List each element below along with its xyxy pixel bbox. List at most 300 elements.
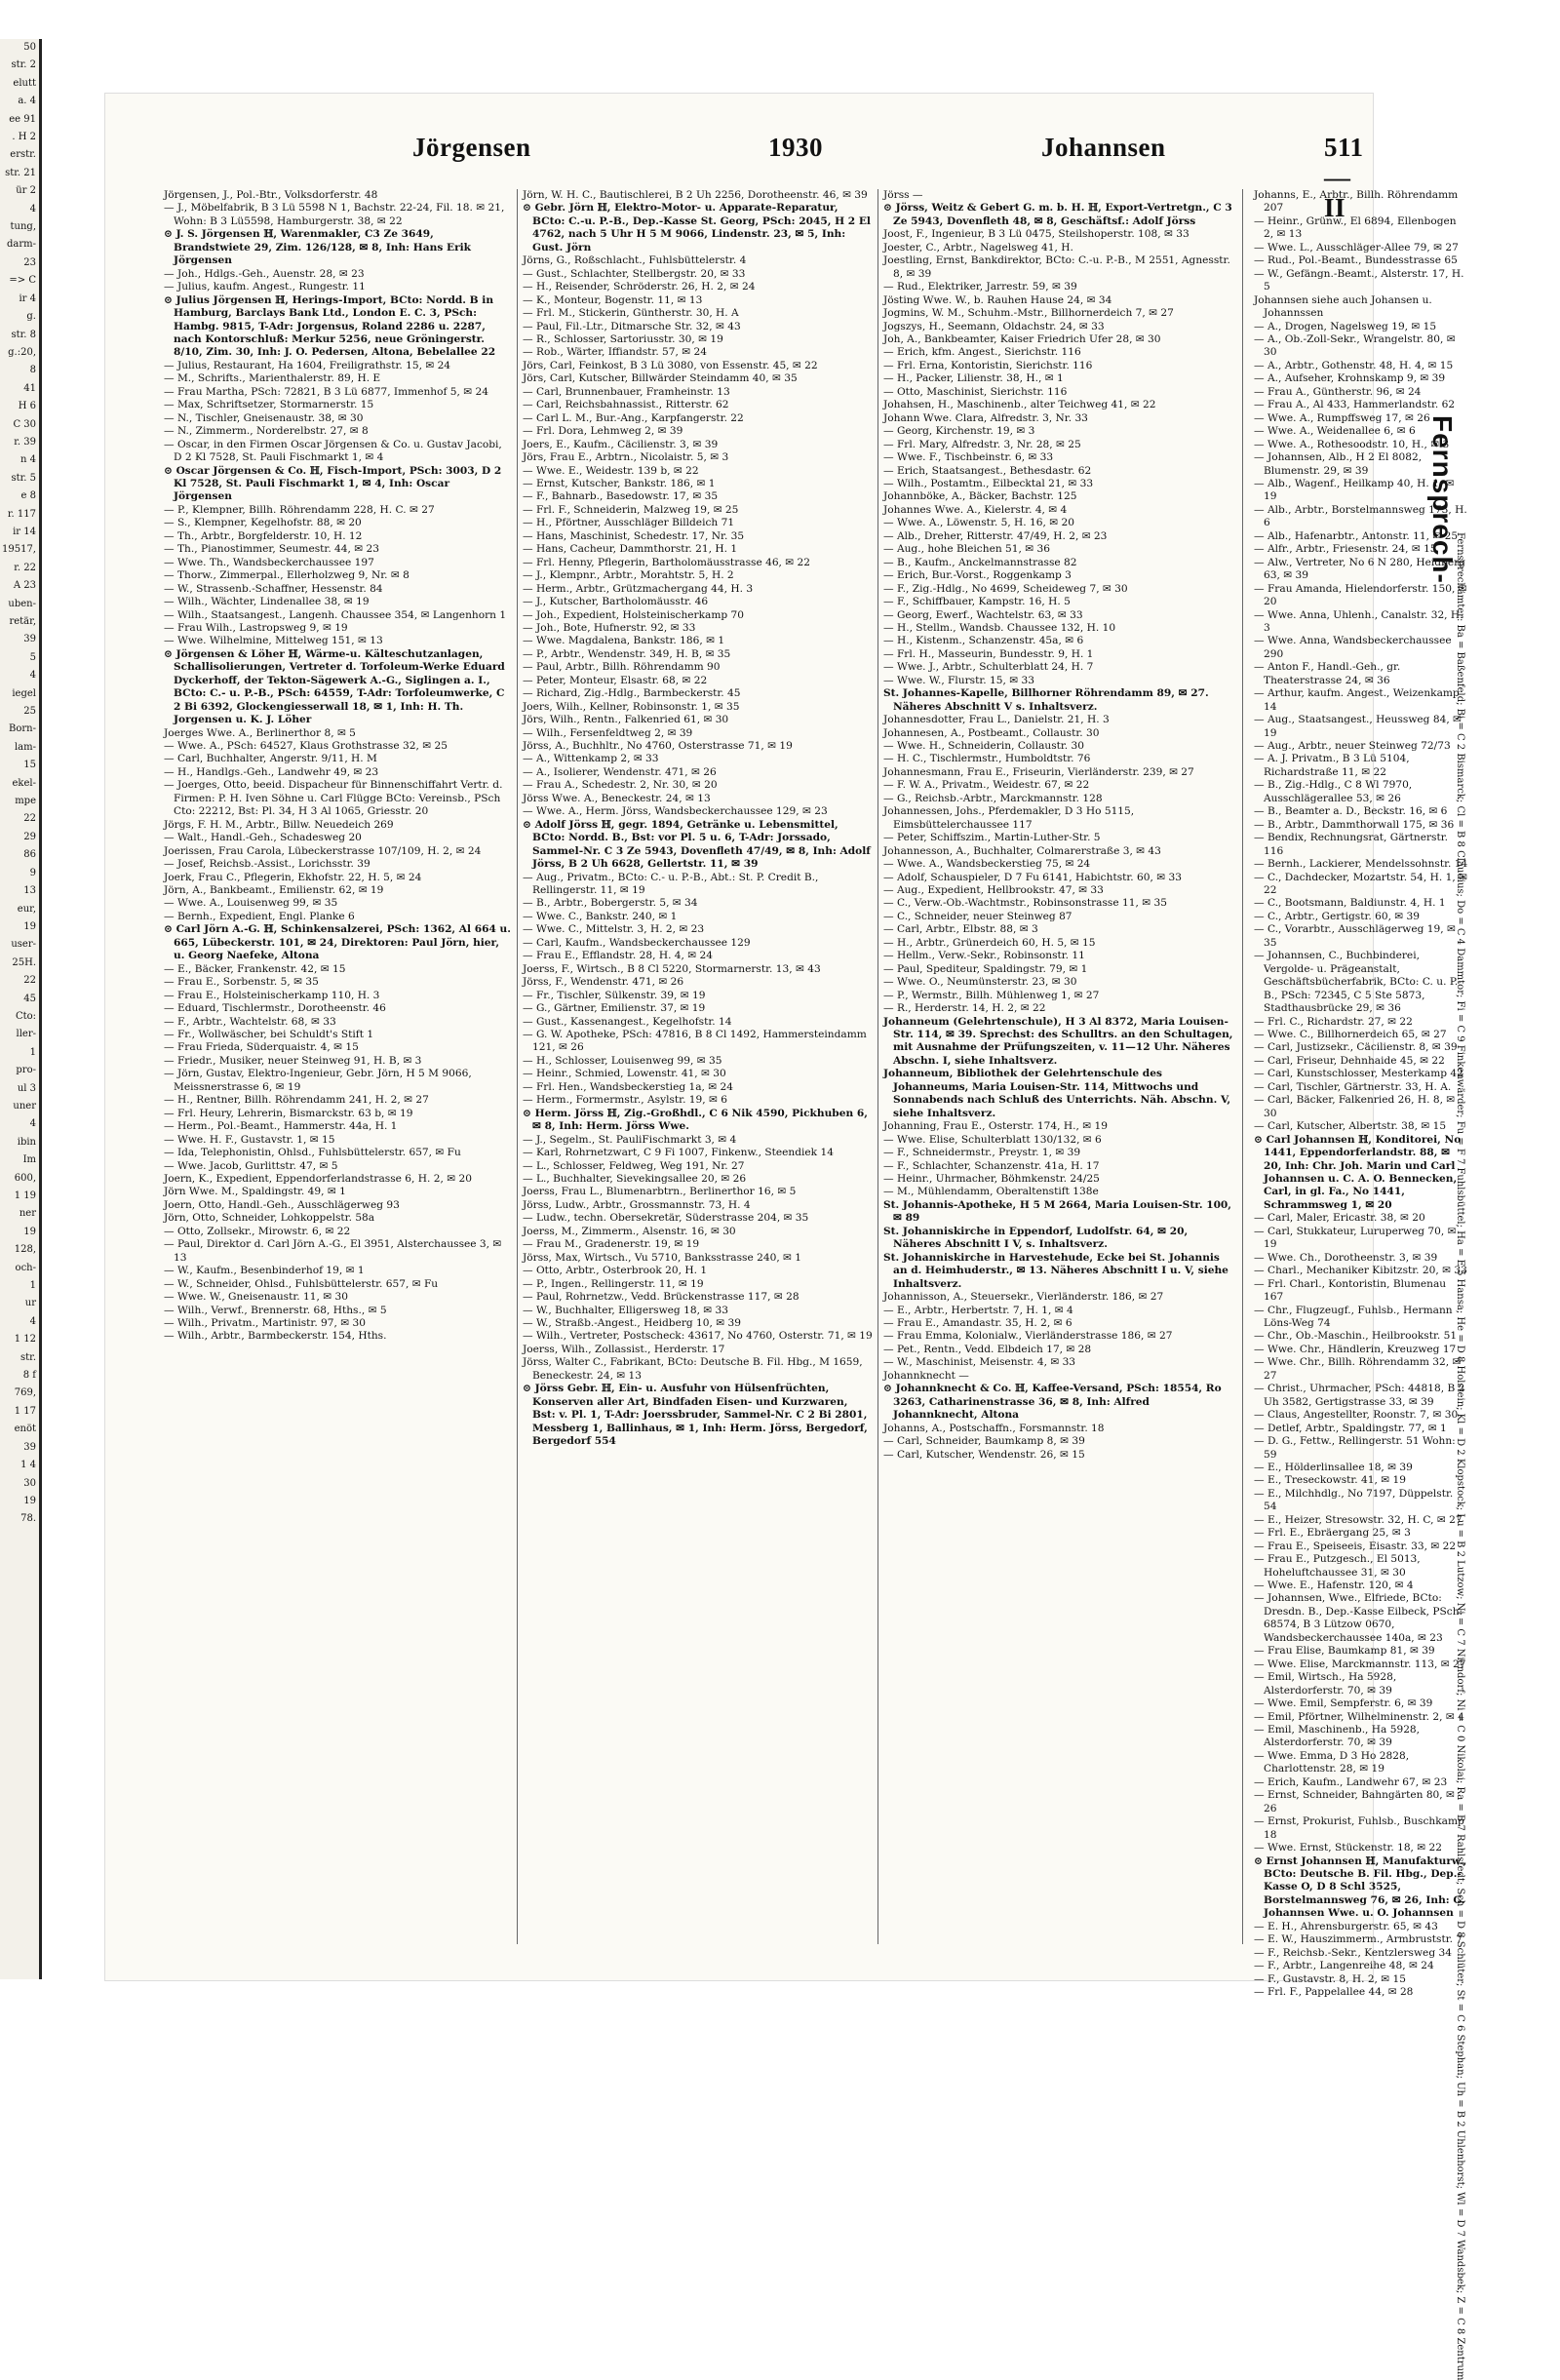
previous-page-fragment: 1 12 — [14, 1334, 36, 1346]
directory-entry: Jogmins, W. M., Schuhm.-Mstr., Billhornerdeich 7, ✉ 27 — [883, 307, 1174, 320]
directory-entry: — Ernst, Schneider, Bahngärten 80, ✉ 26 — [1254, 1789, 1455, 1814]
directory-entry: — F., Arbtr., Wachtelstr. 68, ✉ 33 — [164, 1015, 336, 1028]
directory-entry: — Frl. Dora, Lehmweg 2, ✉ 39 — [523, 425, 683, 438]
previous-page-fragment: eur, — [17, 903, 36, 915]
directory-entry: — Frau M., Gradenerstr. 19, ✉ 19 — [523, 1238, 700, 1251]
directory-entry: St. Johanniskirche in Harvestehude, Ecke bei St. Johannis an d. Heimhuderstr., ✉ 13. Näheres Abschnitt I u. V, siehe Inhaltsverz. — [883, 1251, 1228, 1290]
page-number: 511—II — [1324, 133, 1364, 222]
side-label — [1426, 415, 1465, 2380]
directory-entry: — H., Arbtr., Grünerdeich 60, H. 5, ✉ 15 — [883, 936, 1096, 949]
directory-entry: Joern, Otto, Handl.-Geh., Ausschlägerweg 93 — [164, 1198, 400, 1211]
directory-entry: — Karl, Rohrnetzwart, C 9 Fi 1007, Finkenw., Steendiek 14 — [523, 1147, 834, 1159]
directory-entry: — M., Schrifts., Marienthalerstr. 89, H. E — [164, 372, 381, 385]
directory-entry: — Otto, Arbtr., Osterbrook 20, H. 1 — [523, 1265, 708, 1277]
directory-entry: Johannes Wwe. A., Kielerstr. 4, ✉ 4 — [883, 503, 1068, 516]
previous-page-fragment: ibin — [17, 1136, 36, 1148]
directory-entry: — Frau E., Putzgesch., El 5013, Hoheluftchaussee 31, ✉ 30 — [1254, 1553, 1421, 1579]
directory-entry: — Frau Wilh., Lastropsweg 9, ✉ 19 — [164, 621, 348, 634]
directory-entry: — Wwe. E., Weidestr. 139 b, ✉ 22 — [523, 464, 699, 477]
directory-entry: — Wwe. A., Louisenweg 99, ✉ 35 — [164, 897, 338, 910]
directory-entry: — C., Verw.-Ob.-Wachtmstr., Robinsonstrasse 11, ✉ 35 — [883, 897, 1167, 910]
directory-entry: — H. C., Tischlermstr., Humboldtstr. 76 — [883, 753, 1091, 765]
directory-entry: Jörss, Max, Wirtsch., Vu 5710, Banksstrasse 240, ✉ 1 — [523, 1251, 802, 1264]
directory-entry: — Wwe. O., Neumünsterstr. 23, ✉ 30 — [883, 976, 1077, 989]
directory-entry: — G., Gärtner, Emilienstr. 37, ✉ 19 — [523, 1002, 706, 1015]
directory-entry: — Frau E., Amandastr. 35, H. 2, ✉ 6 — [883, 1316, 1072, 1329]
directory-entry: — Frau A., Al 433, Hammerlandstr. 62 — [1254, 399, 1456, 411]
directory-entry: — Alb., Hafenarbtr., Antonstr. 11, ✉ 25 — [1254, 529, 1459, 542]
directory-entry: — J., Klempnr., Arbtr., Morahtstr. 5, H. 2 — [523, 569, 734, 582]
directory-entry: — Wilh., Staatsangest., Langenh. Chaussee 354, ✉ Langenhorn 1 — [164, 608, 507, 621]
previous-page-fragment: Cto: — [15, 1010, 36, 1022]
previous-page-fragment: 1 19 — [14, 1190, 36, 1201]
directory-entry: Joerissen, Frau Carola, Lübeckerstrasse 107/109, H. 2, ✉ 24 — [164, 844, 482, 857]
directory-entry: — Wwe. Jacob, Gurlittstr. 47, ✉ 5 — [164, 1159, 338, 1172]
directory-entry: — Carl, Buchhalter, Angerstr. 9/11, H. M — [164, 753, 377, 765]
directory-entry: — Joh., Bote, Hufnerstr. 92, ✉ 33 — [523, 621, 696, 634]
directory-entry: — Wwe. Magdalena, Bankstr. 186, ✉ 1 — [523, 635, 725, 647]
directory-entry: Jörgensen, J., Pol.-Btr., Volksdorferstr. 48 — [164, 189, 378, 201]
previous-page-fragment: ller- — [16, 1029, 36, 1040]
previous-page-fragment: 78. — [20, 1513, 36, 1525]
previous-page-fragment: Im — [22, 1154, 36, 1166]
directory-entry: ⊙ Carl Johannsen ℍ, Konditorei, No 1441, Eppendorferlandstr. 88, ✉ 20, Inh: Chr. Joh. Marin und Carl Johannsen u. C. A. O. Bennecken, Carl, in gl. Fa., No 1441, Schrammsweg 1, ✉ 20 — [1254, 1133, 1462, 1211]
previous-page-fragment: => C — [9, 275, 36, 287]
directory-entry: — Wwe. Ernst, Stückenstr. 18, ✉ 22 — [1254, 1842, 1443, 1854]
directory-entry: — Hellm., Verw.-Sekr., Robinsonstr. 11 — [883, 950, 1085, 962]
directory-entry: — Wwe. F., Tischbeinstr. 6, ✉ 33 — [883, 451, 1054, 464]
directory-entry: — C., Arbtr., Gertigstr. 60, ✉ 39 — [1254, 910, 1421, 922]
previous-page-fragment: n 4 — [20, 454, 36, 466]
previous-page-fragment: 45 — [23, 993, 36, 1004]
directory-entry: — Frau Emma, Kolonialw., Vierländerstrasse 186, ✉ 27 — [883, 1330, 1173, 1343]
previous-page-fragment: darm- — [6, 239, 36, 251]
directory-entry: — Erich, Staatsangest., Bethesdastr. 62 — [883, 464, 1092, 477]
directory-entry: — C., Schneider, neuer Steinweg 87 — [883, 910, 1072, 922]
directory-entry: — A., Isolierer, Wendenstr. 471, ✉ 26 — [523, 765, 717, 778]
directory-entry: — Thorw., Zimmerpal., Ellerholzweg 9, Nr. ✉ 8 — [164, 569, 410, 582]
previous-page-fragment: ur — [24, 1298, 36, 1309]
previous-page-fragment: 5 — [29, 651, 36, 663]
directory-entry: — Wwe. H., Schneiderin, Collaustr. 30 — [883, 740, 1085, 753]
directory-entry: — H., Rentner, Billh. Röhrendamm 241, H. 2, ✉ 27 — [164, 1094, 429, 1107]
directory-entry: — L., Schlosser, Feldweg, Weg 191, Nr. 27 — [523, 1159, 745, 1172]
directory-entry: — F., Reichsb.-Sekr., Kentzlersweg 34 — [1254, 1946, 1452, 1959]
directory-entry: — Th., Pianostimmer, Seumestr. 44, ✉ 23 — [164, 543, 379, 556]
directory-entry: — Carl, Brunnenbauer, Framheinstr. 13 — [523, 385, 730, 398]
directory-entry: — Fr., Tischler, Sülkenstr. 39, ✉ 19 — [523, 989, 706, 1001]
directory-entry: — Arthur, kaufm. Angest., Weizenkamp 14 — [1254, 687, 1460, 713]
directory-entry: — K., Monteur, Bogenstr. 11, ✉ 13 — [523, 293, 703, 306]
previous-page-fragment: H 6 — [18, 401, 36, 412]
previous-page-fragment: erstr. — [10, 149, 36, 161]
previous-page-fragment: 25H. — [12, 956, 36, 968]
directory-entry: Jörgs, F. H. M., Arbtr., Billw. Neuedeich 269 — [164, 818, 394, 831]
directory-entry: — Wwe. A., Rothesoodstr. 10, H., ✉ 3 — [1254, 438, 1450, 450]
previous-page-fragment: 19 — [23, 920, 36, 932]
directory-entry: ⊙ Carl Jörn A.-G. ℍ, Schinkensalzerei, PSch: 1362, Al 664 u. 665, Lübeckerstr. 101, ✉ 24, Direktoren: Paul Jörn, hier, u. Georg Naefeke, Altona — [164, 923, 511, 962]
directory-entry: — B., Arbtr., Dammthorwall 175, ✉ 36 — [1254, 818, 1455, 831]
directory-entry: Jörss, F., Wendenstr. 471, ✉ 26 — [523, 976, 684, 989]
directory-entry: — Wilh., Fersenfeldtweg 2, ✉ 39 — [523, 726, 693, 739]
directory-entry: — Wwe. C., Mittelstr. 3, H. 2, ✉ 23 — [523, 923, 705, 936]
directory-entry: — B., Kaufm., Anckelmannstrasse 82 — [883, 556, 1077, 568]
directory-entry: — Ernst, Prokurist, Fuhlsb., Buschkamp 18 — [1254, 1815, 1464, 1841]
directory-entry: — Frl. Mary, Alfredstr. 3, Nr. 28, ✉ 25 — [883, 438, 1081, 450]
directory-entry: — Frau A., Schedestr. 2, Nr. 30, ✉ 20 — [523, 779, 718, 792]
directory-entry: — Aug., hohe Bleichen 51, ✉ 36 — [883, 543, 1050, 556]
directory-entry: — Wwe. A., Wandsbeckerstieg 75, ✉ 24 — [883, 858, 1091, 871]
directory-entry: — A., Ob.-Zoll-Sekr., Wrangelstr. 80, ✉ 30 — [1254, 332, 1456, 359]
directory-entry: — Aug., Privatm., BCto: C.- u. P.-B., Abt.: St. P. Credit B., Rellingerstr. 11, ✉ 19 — [523, 871, 819, 897]
previous-page-fragment: 769, — [14, 1387, 36, 1399]
directory-entry: — Ida, Telephonistin, Ohlsd., Fuhlsbüttelerstr. 657, ✉ Fu — [164, 1147, 461, 1159]
directory-entry: — E. W., Hauszimmerm., Armbruststr. 7 — [1254, 1933, 1463, 1946]
directory-entry: Johahsen, H., Maschinenb., alter Teichweg 41, ✉ 22 — [883, 399, 1156, 411]
directory-entry: — Wilh., Postamtm., Eilbecktal 21, ✉ 33 — [883, 477, 1094, 489]
directory-entry: Joestling, Ernst, Bankdirektor, BCto: C.-u. P.-B., M 2551, Agnesstr. 8, ✉ 39 — [883, 254, 1230, 280]
directory-entry: — H., Schlosser, Louisenweg 99, ✉ 35 — [523, 1054, 722, 1067]
previous-page-fragment: 600, — [14, 1172, 36, 1184]
previous-page-fragment: mpe — [15, 796, 36, 807]
directory-entry: — Otto, Maschinist, Sierichstr. 116 — [883, 385, 1068, 398]
directory-entry: Johann Wwe. Clara, Alfredstr. 3, Nr. 33 — [883, 411, 1088, 424]
directory-entry: Johannböke, A., Bäcker, Bachstr. 125 — [883, 490, 1077, 503]
directory-entry: — Erich, kfm. Angest., Sierichstr. 116 — [883, 346, 1081, 359]
directory-entry: — Joh., Expedient, Holsteinischerkamp 70 — [523, 608, 745, 621]
directory-entry: — Aug., Staatsangest., Heussweg 84, ✉ 19 — [1254, 714, 1462, 739]
previous-page-fragment: A 23 — [13, 580, 36, 592]
header-year: 1930 — [768, 133, 823, 162]
directory-entry: — Frau E., Holsteinischerkamp 110, H. 3 — [164, 989, 380, 1001]
previous-page-fragment: 29 — [23, 831, 36, 842]
directory-entry: Johanneum, Bibliothek der Gelehrtenschule des Johanneums, Maria Louisen-Str. 114, Mittwochs und Sonnabends nach Schluß des Unterrichts. Näh. Abschn. V, siehe Inhaltsverz. — [883, 1068, 1231, 1119]
directory-entry: — Adolf, Schauspieler, D 7 Fu 6141, Habichtstr. 60, ✉ 33 — [883, 871, 1182, 883]
directory-entry: — Aug., Expedient, Hellbrookstr. 47, ✉ 33 — [883, 884, 1104, 897]
previous-page-fragment: g.:20, — [8, 346, 36, 358]
directory-entry: — W., Buchhalter, Elligersweg 18, ✉ 33 — [523, 1304, 729, 1316]
previous-page-fragment: enöt — [14, 1424, 36, 1435]
directory-entry: Johannesen, A., Postbeamt., Collaustr. 30 — [883, 726, 1100, 739]
directory-entry: — Julius, Restaurant, Ha 1604, Freiligrathstr. 15, ✉ 24 — [164, 359, 451, 371]
directory-column-1 — [164, 189, 511, 1983]
directory-entry: Jörs, Wilh., Rentn., Falkenried 61, ✉ 30 — [523, 714, 729, 726]
directory-entry: Joern, K., Expedient, Eppendorferlandstrasse 6, H. 2, ✉ 20 — [164, 1172, 472, 1185]
directory-entry: — Christ., Uhrmacher, PSch: 44818, B 2 Uh 3582, Gertigstrasse 33, ✉ 39 — [1254, 1383, 1465, 1408]
directory-entry: Johanns, A., Postschaffn., Forsmannstr. 18 — [883, 1422, 1105, 1434]
directory-entry: — Th., Arbtr., Borgfelderstr. 10, H. 12 — [164, 529, 363, 542]
previous-page-fragment: och- — [15, 1262, 36, 1273]
directory-entry: ⊙ Herm. Jörss ℍ, Zig.-Großhdl., C 6 Nik 4590, Pickhuben 6, ✉ 8, Inh: Herm. Jörss Wwe. — [523, 1107, 868, 1133]
directory-entry: Joost, F., Ingenieur, B 3 Lü 0475, Steilshoperstr. 108, ✉ 33 — [883, 228, 1190, 241]
previous-page-fragment: ir 14 — [13, 526, 36, 537]
directory-entry: — F. W. A., Privatm., Weidestr. 67, ✉ 22 — [883, 779, 1090, 792]
directory-entry: Jörn, W. H. C., Bautischlerei, B 2 Uh 2256, Dorotheenstr. 46, ✉ 39 — [523, 189, 868, 201]
directory-entry: — A. J. Privatm., B 3 Lü 5104, Richardstraße 11, ✉ 22 — [1254, 753, 1410, 778]
directory-entry: Jörss, A., Buchhltr., No 4760, Osterstrasse 71, ✉ 19 — [523, 740, 793, 753]
directory-entry: — C., Vorarbtr., Ausschlägerweg 19, ✉ 35 — [1254, 923, 1456, 949]
directory-entry: Johannesmann, Frau E., Friseurin, Vierländerstr. 239, ✉ 27 — [883, 765, 1194, 778]
previous-page-fragment: 1 17 — [14, 1405, 36, 1417]
directory-entry: — Frl. Charl., Kontoristin, Blumenau 167 — [1254, 1277, 1447, 1304]
previous-page-fragment: g. — [26, 311, 36, 323]
directory-entry: — B., Arbtr., Bobergerstr. 5, ✉ 34 — [523, 897, 698, 910]
previous-page-fragment: lam- — [14, 741, 36, 753]
previous-page-fragment: 19517, — [2, 544, 36, 556]
directory-entry: Johanneum (Gelehrtenschule), H 3 Al 8372, Maria Louisen-Str. 114, ✉ 39. Sprechst: des Schulltrs. an den Schultagen, mit Ausnahme der Prüfungszeiten, v. 11—12 Uhr. Näheres Abschn. I, siehe Inhaltsverz. — [883, 1015, 1233, 1067]
directory-entry: — Frau E., Speiseeis, Eisastr. 33, ✉ 22 — [1254, 1540, 1457, 1552]
directory-entry: — Erich, Bur.-Vorst., Roggenkamp 3 — [883, 569, 1072, 582]
directory-entry: — Paul, Spediteur, Spaldingstr. 79, ✉ 1 — [883, 962, 1088, 975]
directory-entry: — Paul, Fil.-Ltr., Ditmarsche Str. 32, ✉ 43 — [523, 320, 741, 332]
directory-entry: — H., Reisender, Schröderstr. 26, H. 2, ✉ 24 — [523, 281, 756, 293]
directory-entry: Joerss, Frau L., Blumenarbtrn., Berlinerthor 16, ✉ 5 — [523, 1186, 797, 1198]
directory-entry: — Wwe. H. F., Gustavstr. 1, ✉ 15 — [164, 1133, 335, 1146]
directory-entry: — Rud., Elektriker, Jarrestr. 59, ✉ 39 — [883, 281, 1077, 293]
directory-entry: — Charl., Mechaniker Kibitzstr. 20, ✉ 33 — [1254, 1265, 1467, 1277]
previous-page-fragment: 4 — [29, 203, 36, 215]
directory-entry: Joers, Wilh., Kellner, Robinsonstr. 1, ✉ 35 — [523, 700, 740, 713]
previous-page-fragment: str. 8 — [11, 329, 36, 340]
directory-entry: — P., Ingen., Rellingerstr. 11, ✉ 19 — [523, 1277, 704, 1290]
directory-entry: — Wilh., Privatm., Martinistr. 97, ✉ 30 — [164, 1316, 367, 1329]
directory-entry: — R., Herderstr. 14, H. 2, ✉ 22 — [883, 1002, 1046, 1015]
directory-entry: — Wwe. E., Hafenstr. 120, ✉ 4 — [1254, 1580, 1414, 1592]
directory-entry: — Bernh., Expedient, Engl. Planke 6 — [164, 910, 355, 922]
directory-entry: — Wwe. Emma, D 3 Ho 2828, Charlottenstr. 28, ✉ 19 — [1254, 1749, 1410, 1775]
previous-page-fragment: 4 — [29, 670, 36, 682]
directory-entry: Johanns, E., Arbtr., Billh. Röhrendamm 207 — [1254, 189, 1459, 215]
directory-entry: — Johannsen, Wwe., Elfriede, BCto: Dresdn. B., Dep.-Kasse Eilbeck, PSch: 68574, B 3 Lützow 0670, Wandsbeckerchaussee 140a, ✉ 23 — [1254, 1592, 1463, 1644]
directory-entry: — Herm., Arbtr., Grützmachergang 44, H. 3 — [523, 582, 754, 595]
previous-page-fragment: 4 — [29, 1315, 36, 1327]
directory-entry: — Frau Amanda, Hielendorferstr. 150, ✉ 20 — [1254, 582, 1467, 608]
directory-entry: — Claus, Angestellter, Roonstr. 7, ✉ 30 — [1254, 1409, 1459, 1422]
directory-entry: Johanning, Frau E., Osterstr. 174, H., ✉ 19 — [883, 1120, 1108, 1133]
directory-entry: — Carl, Friseur, Dehnhaide 45, ✉ 22 — [1254, 1054, 1445, 1067]
directory-entry: — Aug., Arbtr., neuer Steinweg 72/73 — [1254, 740, 1451, 753]
directory-entry: — Max, Schriftsetzer, Stormarnerstr. 15 — [164, 399, 374, 411]
directory-entry: — Frl. Heury, Lehrerin, Bismarckstr. 63 b, ✉ 19 — [164, 1107, 413, 1119]
directory-entry: Johannesdotter, Frau L., Danielstr. 21, H. 3 — [883, 714, 1110, 726]
directory-entry: Jörss Wwe. A., Beneckestr. 24, ✉ 13 — [523, 792, 711, 804]
directory-entry: — Wwe. Emil, Sempferstr. 6, ✉ 39 — [1254, 1697, 1433, 1710]
directory-entry: — R., Schlosser, Sartoriusstr. 30, ✉ 19 — [523, 332, 723, 345]
directory-entry: — Wwe. Th., Wandsbeckerchaussee 197 — [164, 556, 374, 568]
directory-entry: — H., Pförtner, Ausschläger Billdeich 71 — [523, 517, 735, 529]
directory-entry: — Alw., Vertreter, No 6 N 280, Heidberg 63, ✉ 39 — [1254, 556, 1465, 582]
directory-entry: — H., Handlgs.-Geh., Landwehr 49, ✉ 23 — [164, 765, 379, 778]
directory-entry: — E., Milchhdlg., No 7197, Düppelstr. 54 — [1254, 1487, 1454, 1513]
directory-entry: — Wwe. C., Billhornerdeich 65, ✉ 27 — [1254, 1029, 1447, 1040]
directory-entry: — Wilh., Wächter, Lindenallee 38, ✉ 19 — [164, 596, 370, 608]
directory-entry: St. Johannes-Kapelle, Billhorner Röhrendamm 89, ✉ 27. Näheres Abschnitt V s. Inhaltsverz. — [883, 687, 1209, 713]
directory-entry: Joh, A., Bankbeamter, Kaiser Friedrich Ufer 28, ✉ 30 — [883, 332, 1161, 345]
directory-entry: Joester, C., Arbtr., Nagelsweg 41, H. — [883, 241, 1073, 254]
directory-entry: Johannsen siehe auch Johansen u. Johannssen — [1254, 293, 1432, 320]
directory-entry: — Alb., Dreher, Ritterstr. 47/49, H. 2, ✉ 23 — [883, 529, 1108, 542]
directory-entry: — E., Bäcker, Frankenstr. 42, ✉ 15 — [164, 962, 346, 975]
directory-entry: — Hans, Cacheur, Dammthorstr. 21, H. 1 — [523, 543, 738, 556]
directory-entry: — Wwe. A., Herm. Jörss, Wandsbeckerchaussee 129, ✉ 23 — [523, 805, 828, 818]
header-left-word: Jörgensen — [412, 133, 531, 162]
directory-entry: ⊙ Jörss, Weitz & Gebert G. m. b. H. ℍ, Export-Vertretgn., C 3 Ze 5943, Dovenfleth 48, ✉ 8, Geschäftsf.: Adolf Jörss — [883, 202, 1232, 227]
directory-entry: — C., Bootsmann, Baldiunstr. 4, H. 1 — [1254, 897, 1446, 910]
directory-entry: — Frau E., Efflandstr. 28, H. 4, ✉ 24 — [523, 950, 714, 962]
directory-entry: — Frau Martha, PSch: 72821, B 3 Lü 6877, Immenhof 5, ✉ 24 — [164, 385, 488, 398]
directory-entry: — Wwe. L., Ausschläger-Allee 79, ✉ 27 — [1254, 241, 1459, 254]
directory-entry: — Frl. M., Stickerin, Güntherstr. 30, H. A — [523, 307, 739, 320]
directory-entry: — Eduard, Tischlermstr., Dorotheenstr. 46 — [164, 1002, 386, 1015]
directory-entry: Jösting Wwe. W., b. Rauhen Hause 24, ✉ 34 — [883, 293, 1112, 306]
directory-entry: Johannisson, A., Steuersekr., Vierländerstr. 186, ✉ 27 — [883, 1291, 1164, 1304]
directory-entry: — Frau A., Güntherstr. 96, ✉ 24 — [1254, 385, 1422, 398]
directory-entry: Joerss, F., Wirtsch., B 8 Cl 5220, Stormarnerstr. 13, ✉ 43 — [523, 962, 821, 975]
directory-entry: — Carl, Bäcker, Falkenried 26, H. 8, ✉ 30 — [1254, 1094, 1456, 1119]
directory-entry: — Frau E., Sorbenstr. 5, ✉ 35 — [164, 976, 319, 989]
directory-entry: Jörs, Carl, Kutscher, Billwärder Steindamm 40, ✉ 35 — [523, 372, 798, 385]
previous-page-fragment: str. — [20, 1351, 36, 1363]
directory-entry: — Emil, Maschinenb., Ha 5928, Alsterdorferstr. 70, ✉ 39 — [1254, 1724, 1421, 1749]
directory-entry: — Herm., Pol.-Beamt., Hammerstr. 44a, H. 1 — [164, 1120, 398, 1133]
directory-entry: — Herm., Formermstr., Asylstr. 19, ✉ 6 — [523, 1094, 728, 1107]
directory-entry: — Erich, Kaufm., Landwehr 67, ✉ 23 — [1254, 1775, 1448, 1788]
previous-page-fragment: 8 f — [22, 1370, 36, 1382]
directory-entry: — Emil, Pförtner, Wilhelminenstr. 2, ✉ 4 — [1254, 1710, 1464, 1723]
directory-entry: — Wwe. A., Löwenstr. 5, H. 16, ✉ 20 — [883, 517, 1074, 529]
previous-page-fragment: 39 — [23, 634, 36, 645]
directory-entry: — Carl, Tischler, Gärtnerstr. 33, H. A. — [1254, 1080, 1452, 1093]
previous-page-fragment: pro- — [16, 1065, 36, 1076]
directory-entry: — Josef, Reichsb.-Assist., Lorichsstr. 39 — [164, 858, 370, 871]
directory-entry: — Bernh., Lackierer, Mendelssohnstr. 14 — [1254, 858, 1468, 871]
directory-entry: — Carl, Schneider, Baumkamp 8, ✉ 39 — [883, 1435, 1085, 1448]
directory-entry: — Chr., Ob.-Maschin., Heilbrookstr. 51 — [1254, 1330, 1458, 1343]
directory-entry: — Carl L. M., Bur.-Ang., Karpfangerstr. 22 — [523, 411, 744, 424]
directory-entry: — Paul, Rohrnetzw., Vedd. Brückenstrasse 117, ✉ 28 — [523, 1291, 800, 1304]
directory-entry: Jogszys, H., Seemann, Oldachstr. 24, ✉ 33 — [883, 320, 1105, 332]
directory-entry: ⊙ J. S. Jörgensen ℍ, Warenmakler, C3 Ze 3649, Brandstwiete 29, Zim. 126/128, ✉ 8, Inh: Hans Erik Jörgensen — [164, 228, 472, 267]
directory-entry: — F., Bahnarb., Basedowstr. 17, ✉ 35 — [523, 490, 719, 503]
directory-entry: — Julius, kaufm. Angest., Rungestr. 11 — [164, 281, 366, 293]
directory-entry: — Frau Frieda, Süderquaistr. 4, ✉ 15 — [164, 1041, 359, 1054]
directory-entry: — Wwe. Chr., Billh. Röhrendamm 32, ✉ 27 — [1254, 1356, 1462, 1382]
previous-page-fragment: 86 — [23, 849, 36, 861]
directory-entry: — W., Gefängn.-Beamt., Alsterstr. 17, H. 5 — [1254, 267, 1464, 293]
directory-entry: — Peter, Schiffszim., Martin-Luther-Str. 5 — [883, 832, 1101, 844]
directory-entry: — Detlef, Arbtr., Spaldingstr. 77, ✉ 1 — [1254, 1422, 1447, 1434]
directory-entry: — Jörn, Gustav, Elektro-Ingenieur, Gebr. Jörn, H 5 M 9066, Meissnerstrasse 6, ✉ 19 — [164, 1068, 472, 1093]
directory-entry: — Frl. Erna, Kontoristin, Sierichstr. 116 — [883, 359, 1093, 371]
directory-entry: — F., Zig.-Hdlg., No 4699, Scheideweg 7, ✉ 30 — [883, 582, 1128, 595]
directory-entry: Jörn, A., Bankbeamt., Emilienstr. 62, ✉ 19 — [164, 884, 384, 897]
previous-page-edge — [0, 39, 42, 1979]
directory-entry: — A., Wittenkamp 2, ✉ 33 — [523, 753, 659, 765]
directory-entry: — L., Buchhalter, Sievekingsallee 20, ✉ 26 — [523, 1172, 747, 1185]
directory-entry: — F., Schlachter, Schanzenstr. 41a, H. 17 — [883, 1159, 1100, 1172]
directory-entry: — Pet., Rentn., Vedd. Elbdeich 17, ✉ 28 — [883, 1343, 1092, 1355]
directory-entry: St. Johanniskirche in Eppendorf, Ludolfstr. 64, ✉ 20, Näheres Abschnitt I V, s. Inhaltsverz. — [883, 1225, 1189, 1251]
directory-entry: — Rud., Pol.-Beamt., Bundesstrasse 65 — [1254, 254, 1458, 267]
directory-entry: — Carl, Stukkateur, Luruperweg 70, ✉ 19 — [1254, 1225, 1457, 1251]
directory-entry: — E., Treseckowstr. 41, ✉ 19 — [1254, 1474, 1406, 1487]
previous-page-fragment: 50 — [23, 42, 36, 53]
directory-entry: — Wwe. Chr., Händlerin, Kreuzweg 17 — [1254, 1343, 1457, 1355]
directory-entry: — Frl. F., Schneiderin, Malzweg 19, ✉ 25 — [523, 503, 739, 516]
previous-page-fragment: r. 39 — [14, 436, 36, 448]
side-label-text: Fernsprech- — [1427, 415, 1458, 584]
previous-page-fragment: str. 2 — [11, 59, 36, 71]
directory-entry: — Ludw., techn. Obersekretär, Süderstrasse 204, ✉ 35 — [523, 1212, 809, 1225]
previous-page-fragment: 22 — [23, 975, 36, 987]
previous-page-fragment: 22 — [23, 813, 36, 825]
directory-entry: Johannessen, Johs., Pferdemakler, D 3 Ho 5115, Eimsbüttelerchaussee 117 — [883, 805, 1135, 831]
directory-entry: — Carl, Kunstschlosser, Mesterkamp 42 — [1254, 1068, 1463, 1080]
directory-entry: — Wilh., Vertreter, Postscheck: 43617, No 4760, Osterstr. 71, ✉ 19 — [523, 1330, 873, 1343]
directory-entry: — Wilh., Verwf., Brennerstr. 68, Hths., ✉ 5 — [164, 1304, 387, 1316]
directory-entry: — Johannsen, Alb., H 2 El 8082, Blumenstr. 29, ✉ 39 — [1254, 451, 1423, 477]
directory-entry: — Oscar, in den Firmen Oscar Jörgensen & Co. u. Gustav Jacobi, D 2 Kl 7528, St. Pauli Fischmarkt 1, ✉ 4 — [164, 438, 502, 464]
directory-entry: — Frl. Hen., Wandsbeckerstieg 1a, ✉ 24 — [523, 1080, 734, 1093]
directory-entry: — P., Klempner, Billh. Röhrendamm 228, H. C. ✉ 27 — [164, 503, 435, 516]
directory-entry: Joerss, Wilh., Zollassist., Herderstr. 17 — [523, 1343, 725, 1355]
directory-entry: — G. W. Apotheke, PSch: 47816, B 8 Cl 1492, Hammersteindamm 121, ✉ 26 — [523, 1029, 867, 1054]
directory-entry: — Alb., Wagenf., Heilkamp 40, H. 1, ✉ 19 — [1254, 477, 1455, 503]
directory-entry: — Paul, Arbtr., Billh. Röhrendamm 90 — [523, 661, 721, 674]
directory-entry: — Wwe. J., Arbtr., Schulterblatt 24, H. 7 — [883, 661, 1094, 674]
directory-entry: — Wwe. A., PSch: 64527, Klaus Grothstrasse 32, ✉ 25 — [164, 740, 448, 753]
directory-entry: — Carl, Arbtr., Elbstr. 88, ✉ 3 — [883, 923, 1038, 936]
directory-entry: — D. G., Fettw., Rellingerstr. 51 Wohn: 59 — [1254, 1435, 1456, 1461]
directory-entry: Joerk, Frau C., Pflegerin, Ekhofstr. 22, H. 5, ✉ 24 — [164, 871, 422, 883]
directory-entry: — Wwe. Ch., Dorotheenstr. 3, ✉ 39 — [1254, 1251, 1438, 1264]
previous-page-fragment: ee 91 — [9, 113, 36, 125]
directory-entry: — Alb., Arbtr., Borstelmannsweg 173, H. 6 — [1254, 503, 1467, 529]
directory-entry: — Frl. C., Richardstr. 27, ✉ 22 — [1254, 1015, 1413, 1028]
previous-page-fragment: 128, — [14, 1244, 36, 1256]
previous-page-fragment: 41 — [23, 382, 36, 394]
directory-entry: Jörs, Carl, Feinkost, B 3 Lü 3080, von Essenstr. 45, ✉ 22 — [523, 359, 818, 371]
directory-entry: — Wilh., Arbtr., Barmbeckerstr. 154, Hths. — [164, 1330, 387, 1343]
directory-entry: — Wwe. W., Flurstr. 15, ✉ 33 — [883, 674, 1034, 686]
directory-entry: Jörss, Ludw., Arbtr., Grossmannstr. 73, H. 4 — [523, 1198, 751, 1211]
directory-entry: — E., Hölderlinsallee 18, ✉ 39 — [1254, 1461, 1413, 1473]
previous-page-fragment: 19 — [23, 1495, 36, 1506]
directory-entry: — Anton F., Handl.-Geh., gr. Theaterstrasse 24, ✉ 36 — [1254, 661, 1401, 686]
directory-entry: — Wwe. A., Weidenallee 6, ✉ 6 — [1254, 425, 1416, 438]
directory-entry: — Georg, Kirchenstr. 19, ✉ 3 — [883, 425, 1035, 438]
directory-entry: — B., Zig.-Hdlg., C 8 Wl 7970, Ausschlägerallee 53, ✉ 26 — [1254, 779, 1413, 804]
previous-page-fragment: ür 2 — [16, 185, 36, 197]
directory-entry: — F., Schiffbauer, Kampstr. 16, H. 5 — [883, 596, 1071, 608]
directory-entry: Joers, E., Kaufm., Cäcilienstr. 3, ✉ 39 — [523, 438, 719, 450]
previous-page-fragment: retär, — [9, 616, 36, 627]
directory-entry: — Peter, Monteur, Elsastr. 68, ✉ 22 — [523, 674, 708, 686]
directory-entry: — F., Gustavstr. 8, H. 2, ✉ 15 — [1254, 1972, 1407, 1985]
directory-entry: — E. H., Ahrensburgerstr. 65, ✉ 43 — [1254, 1920, 1438, 1932]
directory-entry: ⊙ Adolf Jörss ℍ, gegr. 1894, Getränke u. Lebensmittel, BCto: Nordd. B., Bst: vor Pl. 5 u. 6, T-Adr: Jorssado, Sammel-Nr. C 3 Ze 5943, Dovenfleth 47/49, ✉ 8, Inh: Adolf Jörss, B 2 Uh 6628, Gellertstr. 11, ✉ 39 — [523, 818, 871, 871]
previous-page-fragment: 19 — [23, 1226, 36, 1237]
directory-entry: ⊙ Ernst Johannsen ℍ, Manufakturw., BCto: Deutsche B. Fil. Hbg., Dep.-Kasse O, D 8 Schl 3525, Borstelmannsweg 76, ✉ 26, Inh: G. Johannsen Wwe. u. O. Johannsen — [1254, 1854, 1467, 1920]
directory-entry: — Carl, Kutscher, Wendenstr. 26, ✉ 15 — [883, 1448, 1085, 1461]
previous-page-fragment: ir 4 — [19, 293, 36, 304]
directory-entry: — Alfr., Arbtr., Friesenstr. 24, ✉ 15 — [1254, 543, 1437, 556]
directory-entry: Jörss — — [883, 189, 923, 201]
header-right-word: Johannsen — [1041, 133, 1166, 162]
directory-entry: — G., Reichsb.-Arbtr., Marckmannstr. 128 — [883, 792, 1103, 804]
previous-page-fragment: str. 21 — [5, 167, 36, 178]
previous-page-fragment: ner — [19, 1208, 36, 1220]
